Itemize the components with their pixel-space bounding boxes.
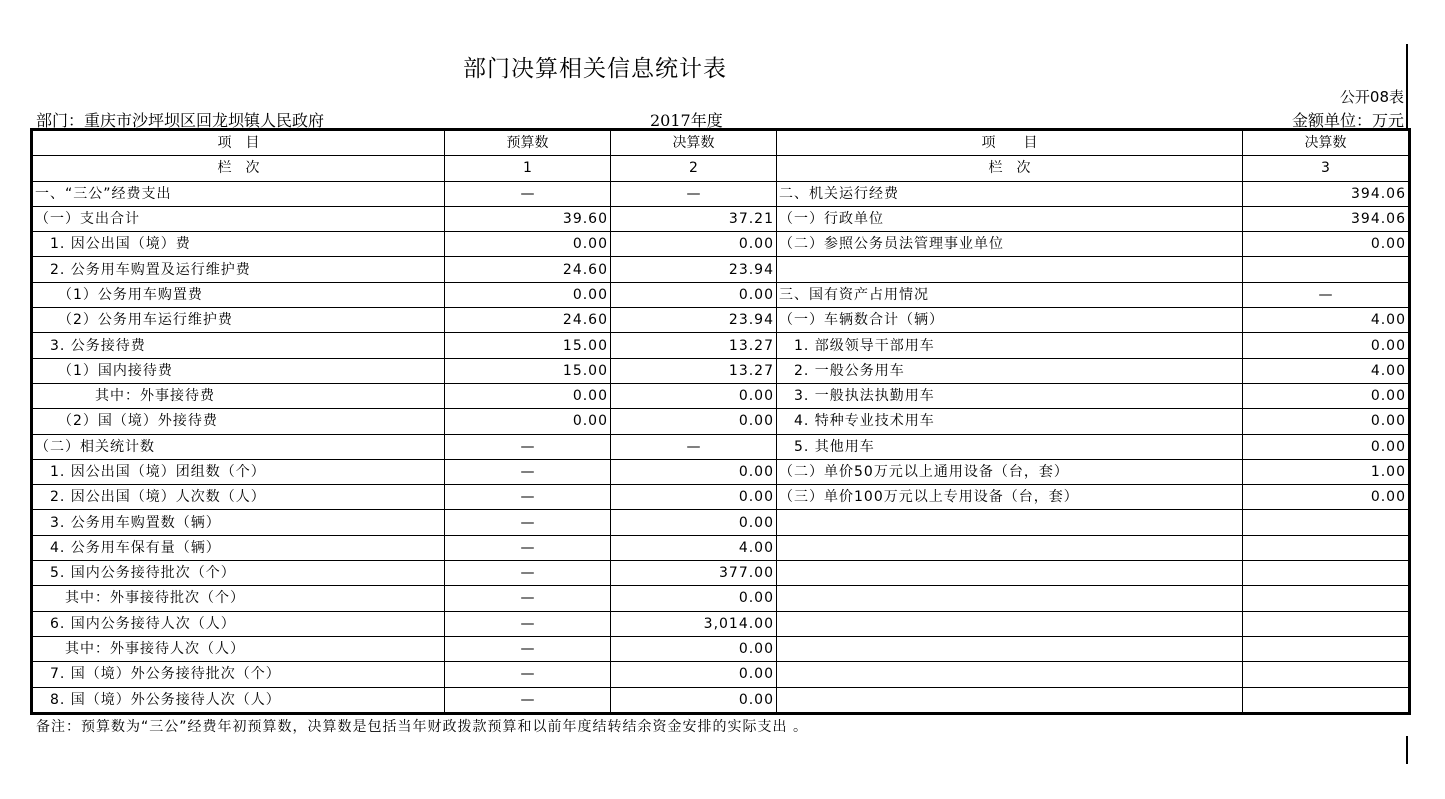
form-number: 公开08表	[1339, 88, 1404, 106]
row-final-left: 0.00	[611, 383, 777, 408]
row-final-left: 377.00	[611, 561, 777, 586]
page-title: 部门决算相关信息统计表	[463, 56, 727, 82]
col-index-3: 3	[1243, 156, 1410, 181]
table-row	[32, 409, 1410, 434]
row-final-left: 0.00	[611, 687, 777, 713]
row-budget: —	[445, 510, 611, 535]
row-final-right	[1243, 611, 1410, 636]
row-budget: —	[445, 586, 611, 611]
table-row	[32, 257, 1410, 282]
row-final-right	[1243, 535, 1410, 560]
row-final-right: 1.00	[1243, 459, 1410, 484]
table-row	[32, 636, 1410, 661]
col-label-left: 栏 次	[32, 156, 445, 181]
row-final-right: 394.06	[1243, 206, 1410, 231]
table-row	[32, 535, 1410, 560]
row-final-left: 4.00	[611, 535, 777, 560]
row-item-left: 3. 公务接待费	[32, 333, 445, 358]
row-final-right	[1243, 636, 1410, 661]
table-row	[32, 383, 1410, 408]
header-final-left: 决算数	[611, 130, 777, 156]
row-final-left: 3,014.00	[611, 611, 777, 636]
row-item-left: （二）相关统计数	[32, 434, 445, 459]
row-final-left: 0.00	[611, 459, 777, 484]
amount-unit: 金额单位：万元	[1291, 111, 1404, 130]
col-label-right: 栏 次	[777, 156, 1243, 181]
row-item-left: 1. 因公出国（境）费	[32, 232, 445, 257]
row-item-right: 3. 一般执法执勤用车	[777, 383, 1243, 408]
row-final-right: 0.00	[1243, 333, 1410, 358]
row-item-left: （一）支出合计	[32, 206, 445, 231]
row-budget: 39.60	[445, 206, 611, 231]
row-final-right: 4.00	[1243, 308, 1410, 333]
row-final-left: 0.00	[611, 409, 777, 434]
row-budget: —	[445, 485, 611, 510]
row-budget: —	[445, 611, 611, 636]
row-budget: —	[445, 636, 611, 661]
row-item-right	[777, 561, 1243, 586]
table-row	[32, 333, 1410, 358]
row-final-left: 13.27	[611, 333, 777, 358]
table-row	[32, 687, 1410, 713]
table-row	[32, 308, 1410, 333]
row-final-right	[1243, 510, 1410, 535]
row-item-right: 5. 其他用车	[777, 434, 1243, 459]
row-item-right	[777, 636, 1243, 661]
header-row	[32, 130, 1410, 156]
row-budget: —	[445, 434, 611, 459]
row-budget: 0.00	[445, 409, 611, 434]
row-final-left: 23.94	[611, 257, 777, 282]
row-final-right: 394.06	[1243, 181, 1410, 206]
row-item-left: 其中：外事接待批次（个）	[32, 586, 445, 611]
row-item-left: 1. 因公出国（境）团组数（个）	[32, 459, 445, 484]
row-item-right	[777, 257, 1243, 282]
row-final-left: 0.00	[611, 485, 777, 510]
row-item-right: 2. 一般公务用车	[777, 358, 1243, 383]
table-row	[32, 510, 1410, 535]
row-final-right: 0.00	[1243, 383, 1410, 408]
row-item-right: （二）单价50万元以上通用设备（台，套）	[777, 459, 1243, 484]
row-item-left: 5. 国内公务接待批次（个）	[32, 561, 445, 586]
table-row	[32, 485, 1410, 510]
row-item-right: 三、国有资产占用情况	[777, 282, 1243, 307]
row-item-right: 1. 部级领导干部用车	[777, 333, 1243, 358]
row-budget: —	[445, 561, 611, 586]
statistics-table	[30, 128, 1411, 715]
row-budget: —	[445, 535, 611, 560]
row-item-right	[777, 611, 1243, 636]
row-item-left: 2. 因公出国（境）人次数（人）	[32, 485, 445, 510]
row-item-left: 其中：外事接待人次（人）	[32, 636, 445, 661]
row-budget: 15.00	[445, 358, 611, 383]
row-final-right	[1243, 586, 1410, 611]
row-budget: 0.00	[445, 383, 611, 408]
row-final-right: 4.00	[1243, 358, 1410, 383]
row-final-left: 13.27	[611, 358, 777, 383]
col-index-2: 2	[611, 156, 777, 181]
row-final-right: 0.00	[1243, 232, 1410, 257]
row-item-right	[777, 687, 1243, 713]
table-row	[32, 662, 1410, 687]
row-item-right: 二、机关运行经费	[777, 181, 1243, 206]
table-row	[32, 586, 1410, 611]
row-item-right: （一）行政单位	[777, 206, 1243, 231]
row-item-left: （2）国（境）外接待费	[32, 409, 445, 434]
row-item-left: 6. 国内公务接待人次（人）	[32, 611, 445, 636]
department-label: 部门：重庆市沙坪坝区回龙坝镇人民政府	[36, 111, 325, 130]
row-item-left: 其中：外事接待费	[32, 383, 445, 408]
row-item-left: 2. 公务用车购置及运行维护费	[32, 257, 445, 282]
footnote: 备注：预算数为“三公”经费年初预算数，决算数是包括当年财政拨款预算和以前年度结转结余资金安排的实际支出 。	[36, 719, 808, 735]
row-budget: —	[445, 181, 611, 206]
row-final-right: —	[1243, 282, 1410, 307]
row-item-left: （1）公务用车购置费	[32, 282, 445, 307]
right-edge-line-bottom	[1406, 736, 1408, 764]
table-row	[32, 358, 1410, 383]
row-final-left: —	[611, 434, 777, 459]
row-final-right	[1243, 561, 1410, 586]
row-item-right	[777, 510, 1243, 535]
col-index-1: 1	[445, 156, 611, 181]
row-final-right	[1243, 662, 1410, 687]
row-final-left: 0.00	[611, 232, 777, 257]
row-budget: 0.00	[445, 282, 611, 307]
row-item-right	[777, 535, 1243, 560]
row-budget: 24.60	[445, 308, 611, 333]
row-budget: 0.00	[445, 232, 611, 257]
row-final-left: 37.21	[611, 206, 777, 231]
fiscal-year: 2017年度	[650, 111, 723, 130]
right-edge-line-top	[1406, 44, 1408, 128]
row-item-left: （2）公务用车运行维护费	[32, 308, 445, 333]
row-item-right: （三）单价100万元以上专用设备（台，套）	[777, 485, 1243, 510]
row-item-right: （二）参照公务员法管理事业单位	[777, 232, 1243, 257]
row-item-left: 4. 公务用车保有量（辆）	[32, 535, 445, 560]
header-item-left: 项 目	[32, 130, 445, 156]
row-item-right: （一）车辆数合计（辆）	[777, 308, 1243, 333]
row-final-left: 0.00	[611, 636, 777, 661]
row-final-left: 0.00	[611, 586, 777, 611]
table-row	[32, 611, 1410, 636]
row-final-right	[1243, 257, 1410, 282]
header-budget: 预算数	[445, 130, 611, 156]
row-final-left: —	[611, 181, 777, 206]
column-index-row	[32, 156, 1410, 181]
row-final-left: 0.00	[611, 662, 777, 687]
row-budget: —	[445, 459, 611, 484]
row-final-left: 0.00	[611, 282, 777, 307]
row-budget: —	[445, 662, 611, 687]
row-final-right: 0.00	[1243, 434, 1410, 459]
row-item-right	[777, 662, 1243, 687]
row-item-left: （1）国内接待费	[32, 358, 445, 383]
table-row	[32, 181, 1410, 206]
row-final-right: 0.00	[1243, 485, 1410, 510]
row-final-left: 23.94	[611, 308, 777, 333]
row-item-left: 一、“三公”经费支出	[32, 181, 445, 206]
row-item-left: 8. 国（境）外公务接待人次（人）	[32, 687, 445, 713]
row-final-right	[1243, 687, 1410, 713]
table-row	[32, 459, 1410, 484]
table-row	[32, 561, 1410, 586]
row-budget: —	[445, 687, 611, 713]
row-item-left: 7. 国（境）外公务接待批次（个）	[32, 662, 445, 687]
row-item-right: 4. 特种专业技术用车	[777, 409, 1243, 434]
row-budget: 15.00	[445, 333, 611, 358]
header-final-right: 决算数	[1243, 130, 1410, 156]
table-row	[32, 282, 1410, 307]
row-budget: 24.60	[445, 257, 611, 282]
row-item-right	[777, 586, 1243, 611]
row-item-left: 3. 公务用车购置数（辆）	[32, 510, 445, 535]
header-item-right: 项 目	[777, 130, 1243, 156]
table-row	[32, 206, 1410, 231]
table-row	[32, 232, 1410, 257]
row-final-right: 0.00	[1243, 409, 1410, 434]
row-final-left: 0.00	[611, 510, 777, 535]
table-row	[32, 434, 1410, 459]
